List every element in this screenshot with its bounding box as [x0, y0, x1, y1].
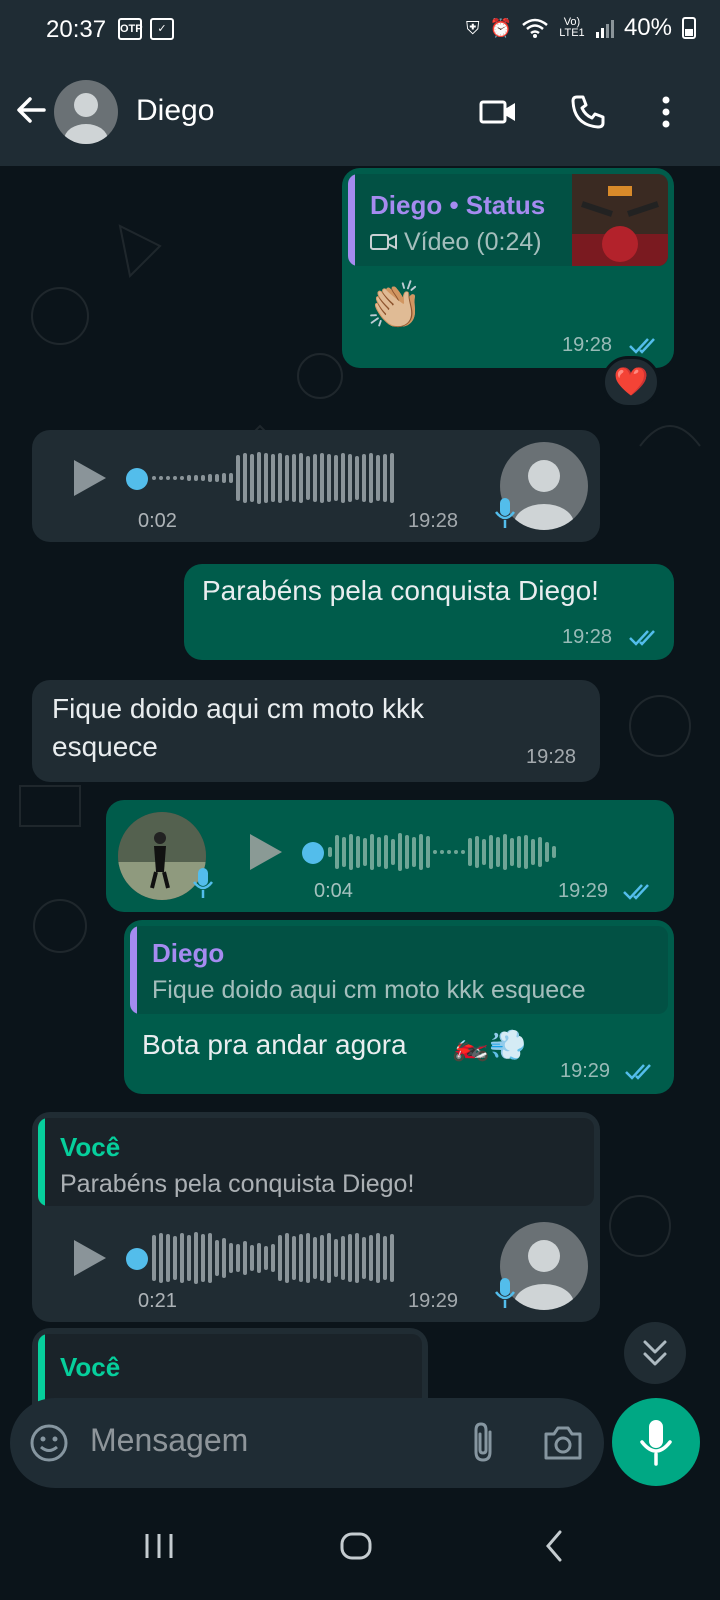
moto-emoji: 🏍️💨	[452, 1029, 527, 1062]
system-nav-bar	[0, 1498, 720, 1600]
message-outgoing-text[interactable]	[184, 564, 674, 660]
message-text: Parabéns pela conquista Diego!	[202, 575, 599, 606]
quote-subtitle: Vídeo (0:24)	[404, 228, 542, 256]
wifi-icon	[522, 17, 548, 39]
message-time: 19:28	[562, 626, 613, 648]
message-time: 19:29	[408, 1290, 459, 1312]
alarm-icon: ⏰	[489, 17, 512, 38]
playback-knob[interactable]	[126, 468, 148, 490]
play-icon[interactable]	[246, 830, 286, 874]
voice-duration: 0:04	[314, 880, 353, 902]
attach-icon[interactable]	[466, 1420, 500, 1466]
message-time: 19:28	[408, 510, 459, 532]
voice-message-incoming[interactable]	[32, 430, 600, 542]
message-text: Bota pra andar agora	[142, 1029, 407, 1060]
quoted-message[interactable]	[130, 926, 668, 1014]
signal-icon	[596, 18, 614, 38]
message-time: 19:29	[560, 1060, 611, 1082]
playback-knob[interactable]	[302, 842, 324, 864]
security-icon: ⛨	[466, 17, 480, 38]
message-incoming-text[interactable]	[32, 680, 600, 782]
voice-record-button[interactable]	[612, 1398, 700, 1486]
message-incoming-partial[interactable]	[32, 1328, 428, 1406]
heart-reaction[interactable]: ❤️	[602, 356, 660, 408]
mic-icon	[494, 496, 516, 530]
message-outgoing-reply[interactable]	[124, 920, 674, 1094]
waveform[interactable]	[152, 450, 397, 506]
clapping-emoji: 👏🏼	[366, 279, 424, 331]
message-input[interactable]: Mensagem	[90, 1422, 249, 1458]
quote-title: Você	[60, 1132, 121, 1162]
notification-icons	[118, 18, 174, 40]
message-time: 19:29	[558, 880, 609, 902]
quote-title: Diego • Status	[370, 190, 546, 220]
message-composer	[10, 1398, 604, 1488]
check-notification-icon: ✓	[150, 18, 174, 40]
read-ticks-icon	[628, 628, 662, 648]
otp-notification-icon: OTP	[118, 18, 142, 40]
battery-icon	[682, 17, 696, 39]
double-chevron-down-icon	[624, 1322, 686, 1384]
read-ticks-icon	[624, 1062, 658, 1082]
read-ticks-icon	[622, 882, 656, 902]
message-time: 19:28	[526, 746, 577, 768]
voice-message-outgoing[interactable]	[106, 800, 674, 912]
contact-avatar[interactable]	[54, 80, 118, 144]
battery-percent: 40%	[623, 14, 672, 41]
quote-subtitle: Fique doido aqui cm moto kkk esquece	[152, 976, 586, 1004]
back-nav-icon[interactable]	[540, 1528, 570, 1564]
mic-icon	[494, 1276, 516, 1310]
status-bar	[0, 0, 720, 62]
recent-apps-icon[interactable]	[142, 1528, 176, 1564]
quoted-message[interactable]	[38, 1118, 594, 1206]
message-status-reply[interactable]	[342, 168, 674, 368]
camera-icon[interactable]	[542, 1424, 584, 1462]
waveform[interactable]	[328, 824, 559, 880]
play-icon[interactable]	[70, 1236, 110, 1280]
more-options-icon[interactable]	[646, 92, 686, 132]
microphone-icon	[612, 1398, 700, 1486]
message-time: 19:28	[562, 334, 613, 356]
video-icon	[370, 232, 398, 252]
message-text-line1: Fique doido aqui cm moto kkk	[52, 693, 424, 724]
home-icon[interactable]	[338, 1528, 374, 1564]
default-avatar-icon	[54, 80, 118, 144]
quote-title: Você	[60, 1352, 121, 1382]
emoji-icon[interactable]	[28, 1422, 70, 1464]
waveform[interactable]	[152, 1230, 397, 1286]
status-thumbnail	[572, 174, 668, 266]
quote-subtitle: Parabéns pela conquista Diego!	[60, 1170, 415, 1198]
chat-area[interactable]	[0, 166, 720, 1406]
voice-duration: 0:21	[138, 1290, 177, 1312]
quote-title: Diego	[152, 938, 225, 968]
chat-header	[0, 62, 720, 166]
back-arrow-icon[interactable]	[14, 92, 50, 128]
play-icon[interactable]	[70, 456, 110, 500]
quoted-status[interactable]	[348, 174, 668, 266]
voice-message-incoming-reply[interactable]	[32, 1112, 600, 1322]
quoted-message[interactable]	[38, 1334, 422, 1406]
contact-name[interactable]: Diego	[136, 94, 215, 127]
voice-call-icon[interactable]	[568, 92, 608, 132]
scroll-to-bottom-button[interactable]	[624, 1322, 686, 1384]
mic-icon	[192, 866, 214, 900]
playback-knob[interactable]	[126, 1248, 148, 1270]
video-call-icon[interactable]	[478, 92, 518, 132]
status-right	[466, 14, 696, 42]
status-time: 20:37	[46, 16, 107, 43]
network-label: Vo) LTE1	[559, 16, 585, 39]
read-ticks-icon	[628, 336, 662, 356]
message-text-line2: esquece	[52, 731, 158, 762]
voice-duration: 0:02	[138, 510, 177, 532]
